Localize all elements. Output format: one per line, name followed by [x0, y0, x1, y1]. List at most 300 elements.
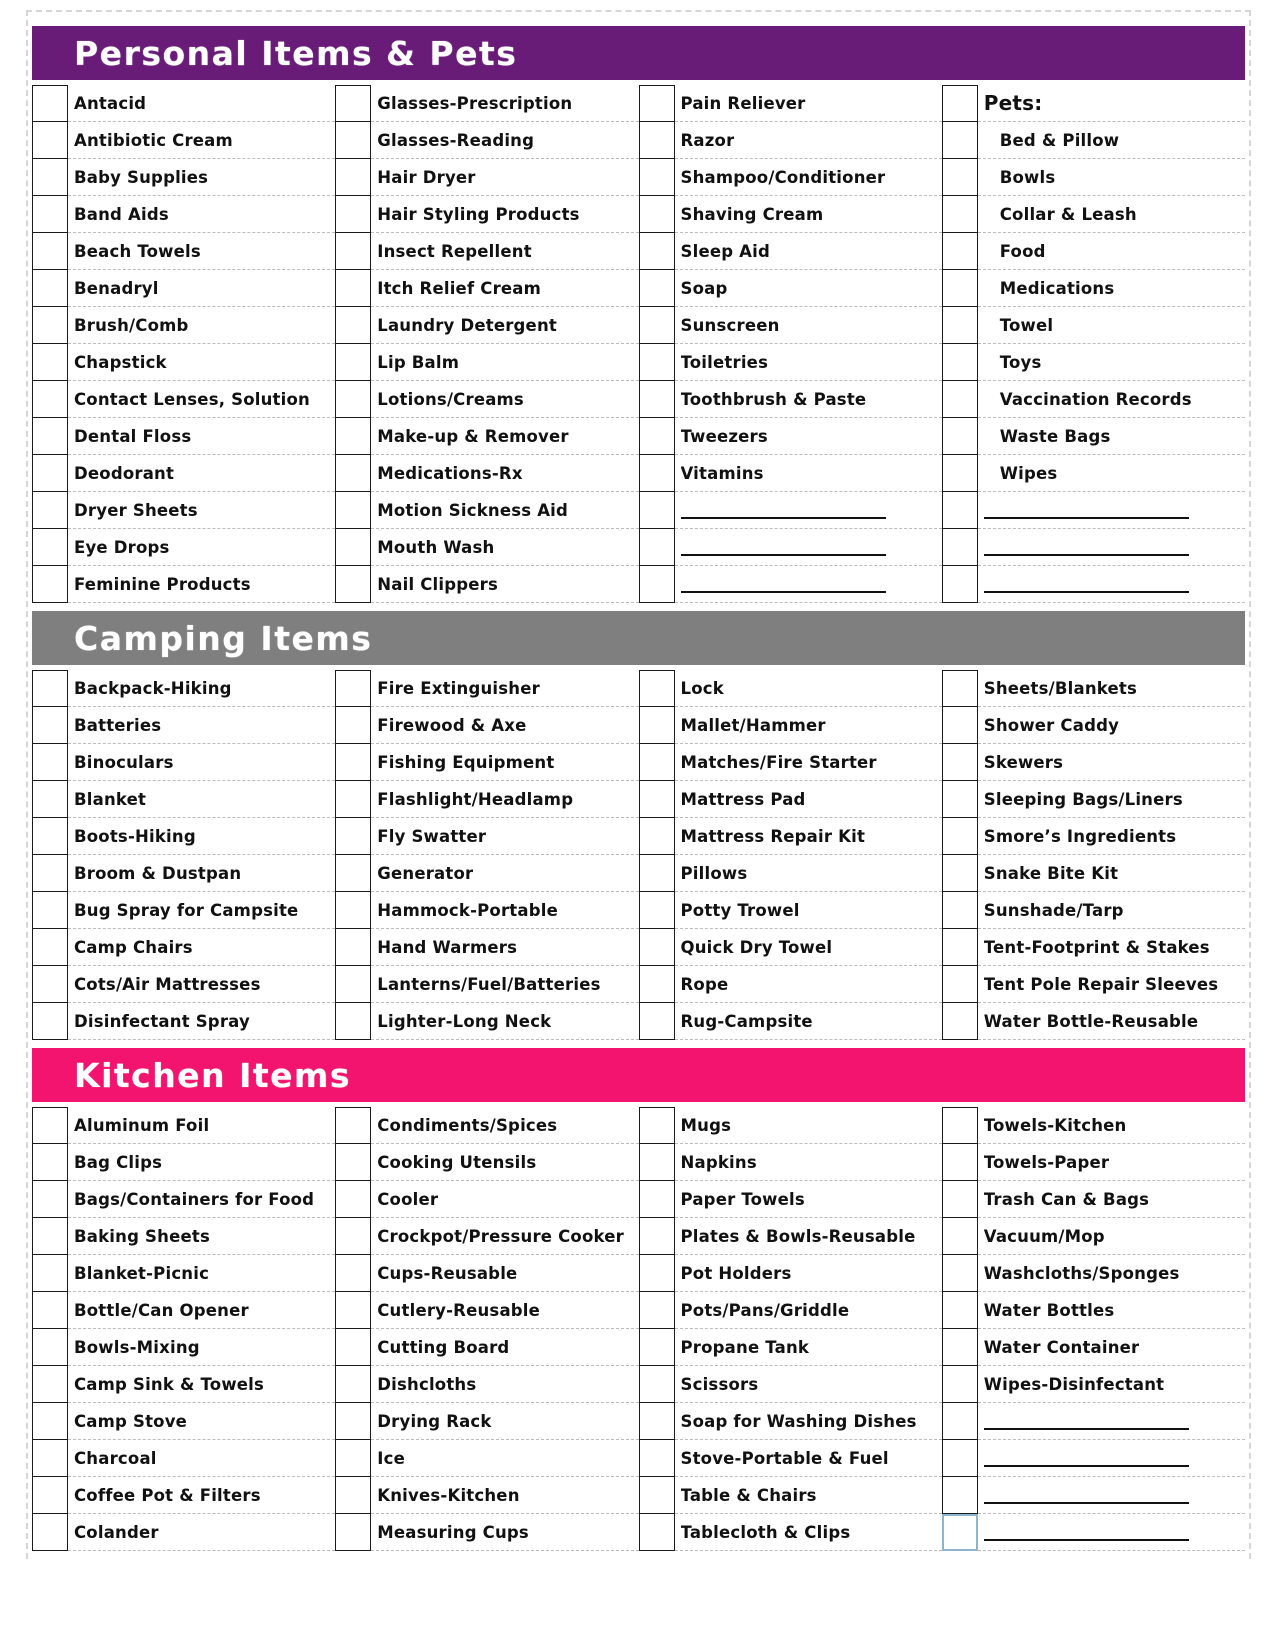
item-label: Stove-Portable & Fuel [680, 1448, 889, 1468]
checkbox[interactable] [639, 1181, 675, 1218]
checkbox[interactable] [942, 892, 978, 929]
list-item [639, 418, 942, 455]
write-in-line[interactable] [984, 1539, 1189, 1541]
checkbox[interactable] [32, 855, 68, 892]
item-cell [371, 270, 638, 307]
item-cell [68, 344, 335, 381]
checkbox[interactable] [32, 1514, 68, 1551]
list-item [639, 196, 942, 233]
list-item [32, 744, 335, 781]
checkbox[interactable] [639, 233, 675, 270]
item-cell [371, 855, 638, 892]
list-item [639, 492, 942, 529]
checklist-column [335, 1107, 638, 1551]
item-cell [371, 818, 638, 855]
checkbox[interactable] [335, 344, 371, 381]
list-item [335, 892, 638, 929]
item-label: Rope [680, 974, 729, 994]
checkbox[interactable] [32, 492, 68, 529]
list-item [32, 781, 335, 818]
checkbox[interactable] [335, 233, 371, 270]
checkbox[interactable] [639, 818, 675, 855]
checkbox[interactable] [942, 566, 978, 603]
checkbox[interactable] [639, 1514, 675, 1551]
checkbox[interactable] [335, 122, 371, 159]
checkbox[interactable] [32, 418, 68, 455]
list-item [942, 855, 1245, 892]
checkbox[interactable] [32, 159, 68, 196]
item-label: Water Bottle-Reusable [983, 1011, 1199, 1031]
checkbox[interactable] [942, 529, 978, 566]
list-item [335, 781, 638, 818]
write-in-line[interactable] [681, 591, 886, 593]
checkbox[interactable] [942, 1292, 978, 1329]
checkbox[interactable] [32, 1440, 68, 1477]
checkbox[interactable] [639, 196, 675, 233]
list-item [335, 855, 638, 892]
item-cell [68, 159, 335, 196]
checkbox[interactable] [942, 1181, 978, 1218]
checkbox[interactable] [335, 159, 371, 196]
checkbox[interactable] [32, 85, 68, 122]
item-label: Batteries [74, 715, 162, 735]
item-cell [68, 1255, 335, 1292]
checkbox[interactable] [639, 1003, 675, 1040]
list-item [942, 85, 1245, 122]
item-label: Bug Spray for Campsite [74, 900, 299, 920]
list-item [335, 929, 638, 966]
checkbox[interactable] [942, 1107, 978, 1144]
item-cell [371, 744, 638, 781]
item-cell [978, 159, 1245, 196]
checkbox[interactable] [639, 455, 675, 492]
item-cell [371, 1403, 638, 1440]
item-label: Vitamins [680, 463, 764, 483]
list-item [639, 159, 942, 196]
checkbox[interactable] [942, 307, 978, 344]
checkbox[interactable] [32, 233, 68, 270]
checkbox[interactable] [639, 492, 675, 529]
item-label: Soap for Washing Dishes [680, 1411, 917, 1431]
checkbox[interactable] [942, 818, 978, 855]
item-label: Knives-Kitchen [377, 1485, 520, 1505]
list-item [942, 1477, 1245, 1514]
checkbox[interactable] [335, 418, 371, 455]
checkbox[interactable] [335, 566, 371, 603]
write-in-line[interactable] [681, 517, 886, 519]
checkbox[interactable] [335, 1255, 371, 1292]
checkbox[interactable] [335, 781, 371, 818]
checkbox[interactable] [942, 1440, 978, 1477]
checkbox[interactable] [32, 781, 68, 818]
item-cell [371, 159, 638, 196]
checkbox[interactable] [335, 307, 371, 344]
item-label: Collar & Leash [999, 204, 1137, 224]
checkbox[interactable] [942, 707, 978, 744]
checkbox[interactable] [32, 892, 68, 929]
list-item [639, 707, 942, 744]
list-item [335, 122, 638, 159]
checkbox[interactable] [335, 1329, 371, 1366]
checkbox[interactable] [335, 1366, 371, 1403]
checkbox[interactable] [942, 1255, 978, 1292]
item-label: Napkins [680, 1152, 757, 1172]
item-label: Tent-Footprint & Stakes [983, 937, 1210, 957]
checkbox[interactable] [335, 1218, 371, 1255]
checkbox[interactable] [942, 418, 978, 455]
checkbox[interactable] [335, 85, 371, 122]
checkbox[interactable] [639, 1329, 675, 1366]
item-cell [978, 381, 1245, 418]
list-item [942, 707, 1245, 744]
list-item [942, 418, 1245, 455]
section-header-personal-items-pets [32, 26, 1245, 80]
checkbox[interactable] [942, 1329, 978, 1366]
checkbox[interactable] [335, 1292, 371, 1329]
checkbox[interactable] [32, 1477, 68, 1514]
checkbox[interactable] [942, 455, 978, 492]
checkbox[interactable] [335, 818, 371, 855]
list-item [335, 1329, 638, 1366]
checkbox-selected[interactable] [942, 1514, 978, 1551]
checkbox[interactable] [639, 529, 675, 566]
item-cell [371, 344, 638, 381]
checkbox[interactable] [32, 1255, 68, 1292]
write-in-line[interactable] [984, 1465, 1189, 1467]
item-cell [978, 196, 1245, 233]
checkbox[interactable] [32, 529, 68, 566]
list-item [32, 1218, 335, 1255]
checkbox[interactable] [335, 670, 371, 707]
section-title: Personal Items & Pets [74, 33, 518, 73]
checkbox[interactable] [335, 1514, 371, 1551]
checkbox[interactable] [335, 381, 371, 418]
checkbox[interactable] [32, 1403, 68, 1440]
list-item [32, 270, 335, 307]
checkbox[interactable] [942, 85, 978, 122]
item-cell [68, 1292, 335, 1329]
item-cell [978, 1514, 1245, 1551]
checkbox[interactable] [639, 381, 675, 418]
checkbox[interactable] [942, 1003, 978, 1040]
list-item [639, 85, 942, 122]
item-cell [68, 966, 335, 1003]
checklist-column [335, 85, 638, 603]
item-label: Medications-Rx [377, 463, 523, 483]
checkbox[interactable] [32, 1366, 68, 1403]
checkbox[interactable] [639, 1107, 675, 1144]
item-cell [68, 818, 335, 855]
item-cell [978, 818, 1245, 855]
item-label: Band Aids [74, 204, 169, 224]
item-label: Glasses-Reading [377, 130, 535, 150]
item-cell [978, 307, 1245, 344]
item-cell [371, 566, 638, 603]
list-item [639, 307, 942, 344]
checkbox[interactable] [335, 744, 371, 781]
list-item [639, 1366, 942, 1403]
section-kitchen-items [32, 1048, 1245, 1551]
checkbox[interactable] [32, 929, 68, 966]
checkbox[interactable] [639, 270, 675, 307]
checkbox[interactable] [942, 381, 978, 418]
item-label: Dental Floss [74, 426, 192, 446]
list-item [335, 159, 638, 196]
item-cell [675, 744, 942, 781]
checkbox[interactable] [639, 670, 675, 707]
checkbox[interactable] [639, 159, 675, 196]
checkbox[interactable] [942, 196, 978, 233]
item-label: Eye Drops [74, 537, 170, 557]
checkbox[interactable] [335, 1003, 371, 1040]
checkbox[interactable] [32, 1218, 68, 1255]
item-label: Cutting Board [377, 1337, 510, 1357]
item-cell [68, 492, 335, 529]
checkbox[interactable] [32, 566, 68, 603]
item-cell [371, 1514, 638, 1551]
checklist-column [639, 670, 942, 1040]
checklist-column [639, 85, 942, 603]
checkbox[interactable] [32, 818, 68, 855]
checkbox[interactable] [639, 1292, 675, 1329]
item-cell [978, 892, 1245, 929]
checkbox[interactable] [639, 344, 675, 381]
item-label: Cutlery-Reusable [377, 1300, 541, 1320]
checkbox[interactable] [639, 929, 675, 966]
item-cell [371, 929, 638, 966]
checkbox[interactable] [32, 1292, 68, 1329]
checkbox[interactable] [639, 1218, 675, 1255]
checkbox[interactable] [942, 670, 978, 707]
item-cell [978, 1292, 1245, 1329]
checkbox[interactable] [32, 707, 68, 744]
item-label: Measuring Cups [377, 1522, 529, 1542]
list-item [639, 1292, 942, 1329]
item-cell [371, 529, 638, 566]
checkbox[interactable] [335, 966, 371, 1003]
checkbox[interactable] [335, 1181, 371, 1218]
checkbox[interactable] [335, 1477, 371, 1514]
list-item [942, 818, 1245, 855]
list-item [639, 344, 942, 381]
checkbox[interactable] [335, 529, 371, 566]
checkbox[interactable] [32, 1144, 68, 1181]
item-label: Bowls-Mixing [74, 1337, 200, 1357]
list-item [335, 307, 638, 344]
checkbox[interactable] [32, 1181, 68, 1218]
item-cell [371, 233, 638, 270]
list-item [639, 1003, 942, 1040]
list-item [335, 270, 638, 307]
list-item [942, 892, 1245, 929]
item-cell [675, 1218, 942, 1255]
list-item [942, 966, 1245, 1003]
checkbox[interactable] [335, 270, 371, 307]
item-label: Lighter-Long Neck [377, 1011, 552, 1031]
list-item [639, 855, 942, 892]
list-item [942, 1255, 1245, 1292]
list-item [942, 1107, 1245, 1144]
item-cell [675, 1329, 942, 1366]
checkbox[interactable] [639, 1477, 675, 1514]
item-cell [978, 233, 1245, 270]
checkbox[interactable] [335, 1440, 371, 1477]
checkbox[interactable] [942, 855, 978, 892]
checkbox[interactable] [335, 1107, 371, 1144]
section-personal-items-pets [32, 26, 1245, 603]
checkbox[interactable] [942, 1477, 978, 1514]
item-label: Condiments/Spices [377, 1115, 558, 1135]
item-cell [978, 529, 1245, 566]
checklist-column [639, 1107, 942, 1551]
checkbox[interactable] [942, 744, 978, 781]
checkbox[interactable] [639, 1403, 675, 1440]
checkbox[interactable] [942, 492, 978, 529]
item-label: Blanket [74, 789, 147, 809]
item-cell [371, 1292, 638, 1329]
checkbox[interactable] [942, 1403, 978, 1440]
item-cell [371, 196, 638, 233]
list-item [32, 455, 335, 492]
list-item [639, 233, 942, 270]
checkbox[interactable] [639, 744, 675, 781]
checkbox[interactable] [32, 670, 68, 707]
list-item [942, 566, 1245, 603]
checkbox[interactable] [639, 892, 675, 929]
item-cell [978, 1403, 1245, 1440]
list-item [335, 966, 638, 1003]
item-label: Ice [377, 1448, 405, 1468]
item-label: Binoculars [74, 752, 174, 772]
item-label: Water Container [983, 1337, 1140, 1357]
item-label: Sleep Aid [680, 241, 771, 261]
checkbox[interactable] [942, 122, 978, 159]
write-in-line[interactable] [984, 1428, 1189, 1430]
checkbox[interactable] [335, 1144, 371, 1181]
item-label: Hair Dryer [377, 167, 476, 187]
checkbox[interactable] [639, 707, 675, 744]
checkbox[interactable] [942, 781, 978, 818]
item-cell [371, 1440, 638, 1477]
item-cell [68, 85, 335, 122]
item-cell [371, 1107, 638, 1144]
item-cell [68, 381, 335, 418]
item-label: Colander [74, 1522, 159, 1542]
checkbox[interactable] [32, 196, 68, 233]
item-label: Sheets/Blankets [983, 678, 1138, 698]
checkbox[interactable] [639, 966, 675, 1003]
checkbox[interactable] [335, 855, 371, 892]
checkbox[interactable] [942, 929, 978, 966]
checkbox[interactable] [335, 892, 371, 929]
item-cell [978, 1255, 1245, 1292]
checkbox[interactable] [32, 307, 68, 344]
checkbox[interactable] [639, 85, 675, 122]
checkbox[interactable] [639, 122, 675, 159]
checkbox[interactable] [32, 381, 68, 418]
checkbox[interactable] [942, 1144, 978, 1181]
list-item [32, 966, 335, 1003]
checkbox[interactable] [335, 707, 371, 744]
item-label: Generator [377, 863, 474, 883]
list-item [639, 381, 942, 418]
list-item [639, 1144, 942, 1181]
checkbox[interactable] [32, 270, 68, 307]
checkbox[interactable] [639, 418, 675, 455]
write-in-line[interactable] [984, 1502, 1189, 1504]
list-item [639, 670, 942, 707]
checkbox[interactable] [32, 122, 68, 159]
checkbox[interactable] [32, 966, 68, 1003]
list-item [335, 492, 638, 529]
checkbox[interactable] [639, 1255, 675, 1292]
checkbox[interactable] [942, 159, 978, 196]
checkbox[interactable] [639, 855, 675, 892]
checkbox[interactable] [335, 1403, 371, 1440]
list-item [942, 744, 1245, 781]
checkbox[interactable] [335, 455, 371, 492]
checklist-sheet [26, 10, 1251, 1559]
item-cell [68, 929, 335, 966]
checkbox[interactable] [335, 196, 371, 233]
checkbox[interactable] [942, 233, 978, 270]
item-cell [675, 1181, 942, 1218]
checkbox[interactable] [335, 929, 371, 966]
item-cell [675, 307, 942, 344]
item-label: Boots-Hiking [74, 826, 196, 846]
checkbox[interactable] [32, 1107, 68, 1144]
checkbox[interactable] [32, 744, 68, 781]
checkbox[interactable] [639, 1366, 675, 1403]
list-item [942, 270, 1245, 307]
write-in-line[interactable] [681, 554, 886, 556]
checkbox[interactable] [32, 344, 68, 381]
list-item [335, 566, 638, 603]
checkbox[interactable] [942, 966, 978, 1003]
checkbox[interactable] [32, 1003, 68, 1040]
list-item [32, 85, 335, 122]
checkbox[interactable] [32, 455, 68, 492]
item-label: Mallet/Hammer [680, 715, 826, 735]
checkbox[interactable] [639, 1144, 675, 1181]
checkbox[interactable] [942, 1366, 978, 1403]
checkbox[interactable] [942, 344, 978, 381]
item-label: Antibiotic Cream [74, 130, 233, 150]
item-cell [371, 1003, 638, 1040]
checkbox[interactable] [942, 1218, 978, 1255]
list-item [639, 744, 942, 781]
checkbox[interactable] [32, 1329, 68, 1366]
checkbox[interactable] [639, 1440, 675, 1477]
item-cell [675, 418, 942, 455]
checkbox[interactable] [335, 492, 371, 529]
write-in-line[interactable] [984, 517, 1189, 519]
checkbox[interactable] [639, 781, 675, 818]
list-item [32, 492, 335, 529]
checkbox[interactable] [639, 307, 675, 344]
item-cell [978, 1003, 1245, 1040]
write-in-line[interactable] [984, 591, 1189, 593]
list-item [335, 529, 638, 566]
checkbox[interactable] [639, 566, 675, 603]
list-item [639, 1477, 942, 1514]
item-label: Towels-Kitchen [983, 1115, 1127, 1135]
item-cell [675, 566, 942, 603]
write-in-line[interactable] [984, 554, 1189, 556]
checkbox[interactable] [942, 270, 978, 307]
item-cell [68, 892, 335, 929]
list-item [32, 1440, 335, 1477]
